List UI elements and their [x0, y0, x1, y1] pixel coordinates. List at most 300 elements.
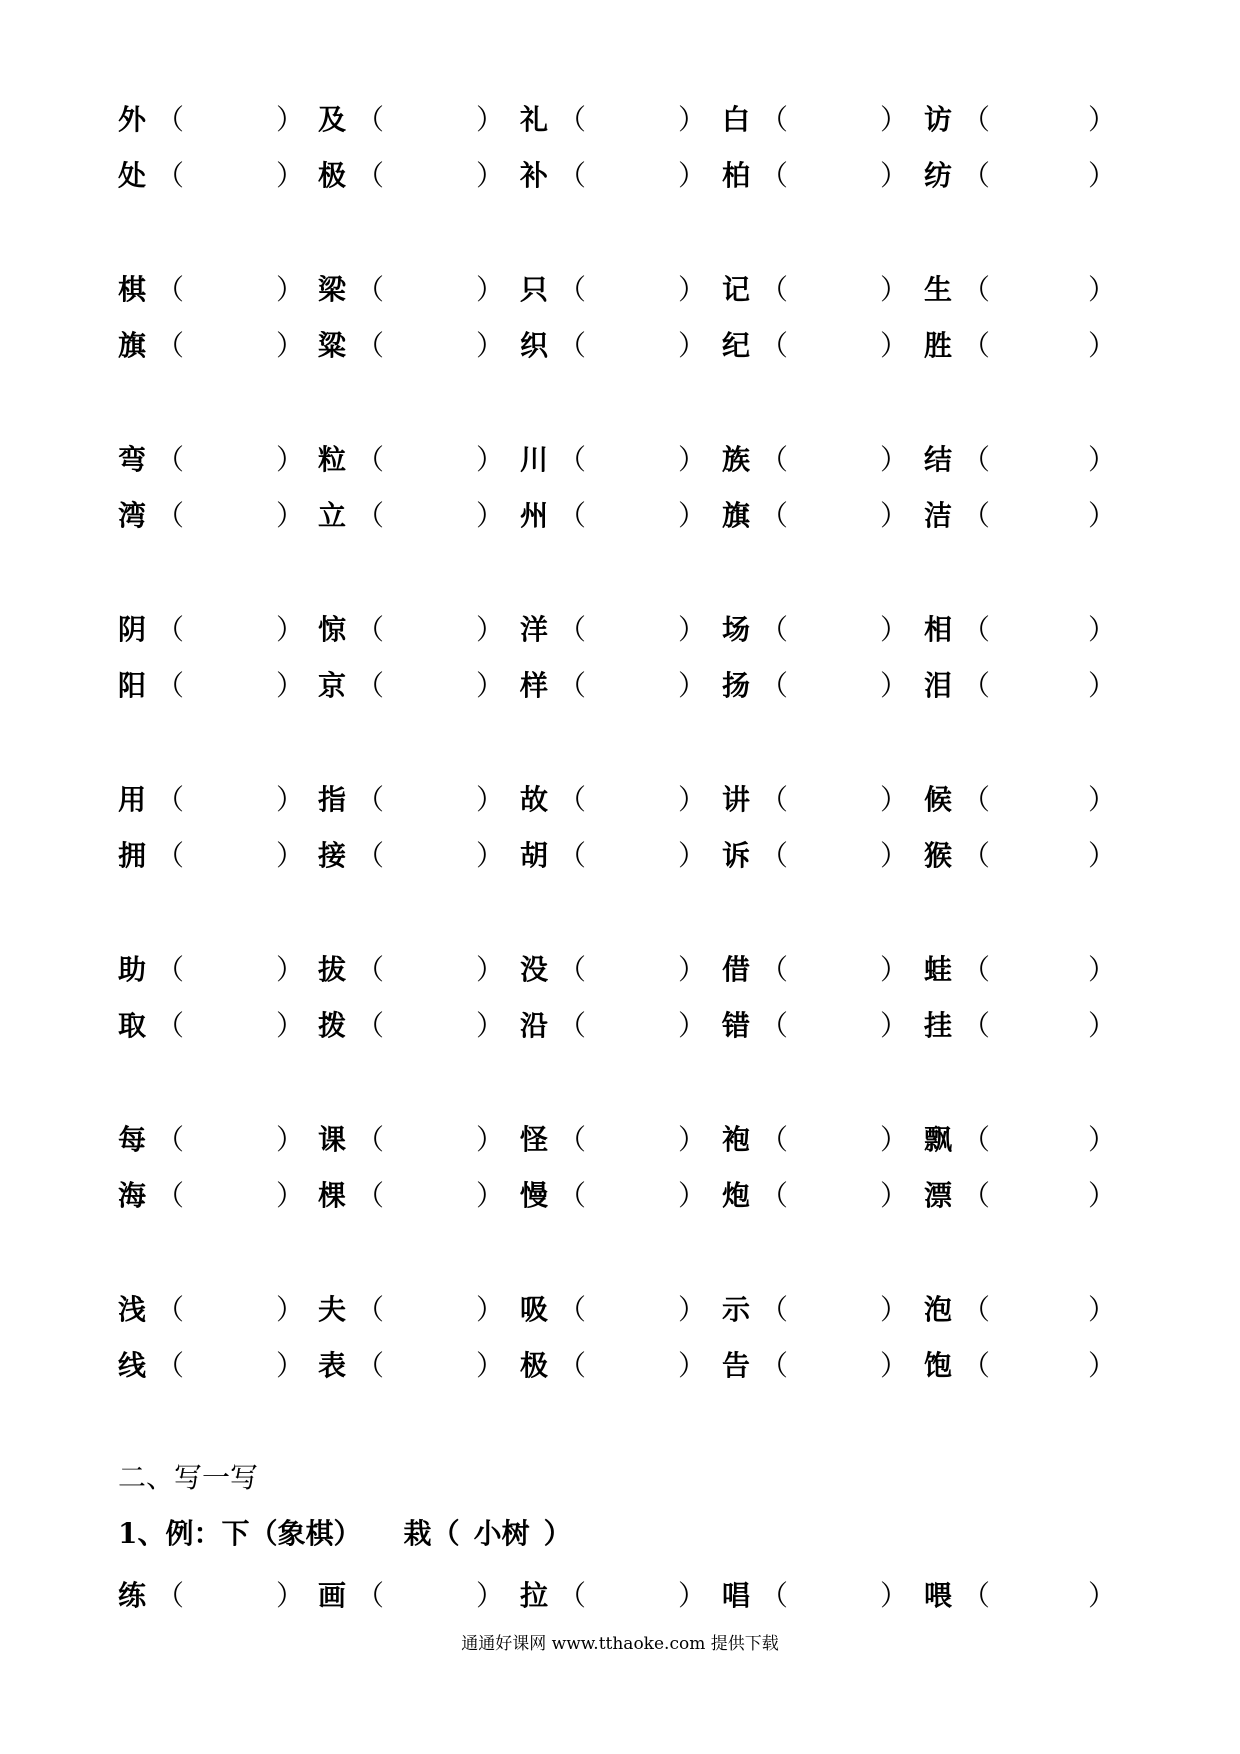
answer-paren-open: （	[760, 613, 789, 646]
example-answer-1: 象棋	[277, 1517, 334, 1550]
answer-paren-close: ）	[476, 273, 505, 306]
answer-paren-close: ）	[880, 329, 909, 362]
word-cell	[520, 1338, 586, 1394]
answer-paren-close: ）	[276, 1123, 305, 1156]
answer-paren-close: ）	[1088, 839, 1117, 872]
word-group	[0, 1112, 1240, 1282]
character: 扬	[722, 669, 751, 702]
answer-paren-open: （	[558, 613, 587, 646]
answer-paren-open: （	[156, 669, 185, 702]
answer-paren-open: （	[558, 783, 587, 816]
character: 拉	[520, 1579, 549, 1612]
character: 川	[520, 443, 549, 476]
answer-paren-open: （	[156, 783, 185, 816]
character: 生	[924, 273, 953, 306]
character: 怪	[520, 1123, 549, 1156]
answer-paren-close: ）	[880, 159, 909, 192]
answer-paren-close: ）	[476, 1179, 505, 1212]
answer-paren-close: ）	[1088, 669, 1117, 702]
answer-paren-close: ）	[476, 669, 505, 702]
word-cell	[118, 828, 184, 884]
word-cell	[520, 998, 586, 1054]
character: 立	[318, 499, 347, 532]
word-group	[0, 92, 1240, 262]
answer-paren-open: （	[760, 669, 789, 702]
character: 指	[318, 783, 347, 816]
word-cell	[520, 262, 586, 318]
character: 州	[520, 499, 549, 532]
answer-paren-open: （	[558, 329, 587, 362]
character: 结	[924, 443, 953, 476]
answer-paren-close: ）	[678, 1349, 707, 1382]
answer-paren-close: ）	[476, 1123, 505, 1156]
answer-paren-open: （	[760, 1579, 789, 1612]
character: 用	[118, 783, 147, 816]
word-cell	[924, 602, 990, 658]
character: 浅	[118, 1293, 147, 1326]
word-cell	[520, 658, 586, 714]
answer-paren-close: ）	[880, 1009, 909, 1042]
character: 挂	[924, 1009, 953, 1042]
character: 袍	[722, 1123, 751, 1156]
word-group	[0, 602, 1240, 772]
character: 及	[318, 103, 347, 136]
word-cell	[318, 432, 384, 488]
answer-paren-close: ）	[476, 1009, 505, 1042]
answer-paren-open: （	[558, 443, 587, 476]
word-row	[0, 1168, 1240, 1224]
answer-paren-close: ）	[1088, 329, 1117, 362]
character: 取	[118, 1009, 147, 1042]
answer-paren-close: ）	[476, 1293, 505, 1326]
answer-paren-open: （	[356, 273, 385, 306]
word-cell	[118, 658, 184, 714]
answer-paren-open: （	[962, 613, 991, 646]
answer-paren-open: （	[558, 953, 587, 986]
answer-paren-close: ）	[880, 613, 909, 646]
word-cell	[318, 772, 384, 828]
answer-paren-open: （	[356, 1123, 385, 1156]
answer-paren-close: ）	[880, 669, 909, 702]
word-cell	[924, 432, 990, 488]
answer-paren-close: ）	[880, 1349, 909, 1382]
character: 粒	[318, 443, 347, 476]
character: 纪	[722, 329, 751, 362]
answer-paren-close: ）	[880, 103, 909, 136]
answer-paren-close: ）	[1088, 613, 1117, 646]
character: 旗	[722, 499, 751, 532]
answer-paren-open: （	[558, 1179, 587, 1212]
answer-paren-open: （	[156, 839, 185, 872]
word-row	[0, 1112, 1240, 1168]
word-cell	[924, 1112, 990, 1168]
answer-paren-open: （	[156, 1349, 185, 1382]
answer-paren-close: ）	[678, 1123, 707, 1156]
answer-paren-open: （	[156, 443, 185, 476]
character: 夫	[318, 1293, 347, 1326]
character: 示	[722, 1293, 751, 1326]
word-cell	[722, 1168, 788, 1224]
example-line	[118, 1512, 572, 1556]
answer-paren-close: ）	[476, 103, 505, 136]
answer-paren-close: ）	[276, 839, 305, 872]
footer-text: 通通好课网 www.tthaoke.com 提供下载	[461, 1634, 779, 1654]
answer-paren-open: （	[558, 1349, 587, 1382]
answer-paren-close: ）	[678, 1579, 707, 1612]
answer-paren-close: ）	[476, 329, 505, 362]
answer-paren-open: （	[760, 783, 789, 816]
answer-paren-open: （	[558, 159, 587, 192]
answer-paren-close: ）	[476, 613, 505, 646]
answer-paren-close: ）	[880, 783, 909, 816]
word-cell	[520, 1568, 586, 1624]
word-cell	[722, 772, 788, 828]
answer-paren-open: （	[962, 499, 991, 532]
word-row	[0, 1282, 1240, 1338]
word-cell	[118, 318, 184, 374]
answer-paren-close: ）	[276, 443, 305, 476]
answer-paren-close: ）	[880, 273, 909, 306]
word-cell	[520, 148, 586, 204]
word-cell	[318, 828, 384, 884]
word-cell	[924, 262, 990, 318]
answer-paren-close: ）	[678, 499, 707, 532]
exercise-word-row	[0, 1568, 1240, 1624]
word-cell	[722, 942, 788, 998]
answer-paren-open: （	[156, 1009, 185, 1042]
answer-paren-close: ）	[1088, 273, 1117, 306]
word-cell	[722, 488, 788, 544]
character: 拥	[118, 839, 147, 872]
word-cell	[118, 1112, 184, 1168]
word-cell	[318, 148, 384, 204]
word-cell	[118, 1282, 184, 1338]
answer-paren-close: ）	[678, 443, 707, 476]
answer-paren-open: （	[356, 159, 385, 192]
answer-paren-open: （	[356, 1579, 385, 1612]
answer-paren-open: （	[356, 443, 385, 476]
answer-paren-open: （	[760, 1293, 789, 1326]
character: 纺	[924, 159, 953, 192]
word-row	[0, 602, 1240, 658]
word-groups	[0, 92, 1240, 1452]
answer-paren-open: （	[156, 1293, 185, 1326]
character: 湾	[118, 499, 147, 532]
character: 喂	[924, 1579, 953, 1612]
answer-paren-open: （	[558, 273, 587, 306]
character: 访	[924, 103, 953, 136]
word-cell	[318, 92, 384, 148]
word-cell	[722, 148, 788, 204]
word-cell	[318, 1568, 384, 1624]
word-cell	[318, 658, 384, 714]
answer-paren-close: ）	[1088, 783, 1117, 816]
answer-paren-open: （	[558, 103, 587, 136]
answer-paren-close: ）	[678, 1293, 707, 1326]
character: 相	[924, 613, 953, 646]
word-cell	[118, 1168, 184, 1224]
character: 接	[318, 839, 347, 872]
answer-paren-open: （	[962, 1349, 991, 1382]
word-row	[0, 318, 1240, 374]
character: 故	[520, 783, 549, 816]
character: 记	[722, 273, 751, 306]
answer-paren-close: ）	[1088, 1349, 1117, 1382]
character: 候	[924, 783, 953, 816]
answer-paren-close: ）	[276, 1579, 305, 1612]
word-group	[0, 942, 1240, 1112]
word-cell	[520, 318, 586, 374]
character: 拨	[318, 1009, 347, 1042]
word-cell	[318, 602, 384, 658]
answer-paren-close: ）	[678, 1179, 707, 1212]
word-cell	[318, 942, 384, 998]
answer-paren-close: ）	[276, 273, 305, 306]
word-cell	[520, 432, 586, 488]
answer-paren-open: （	[356, 1179, 385, 1212]
character: 胡	[520, 839, 549, 872]
answer-paren-open: （	[356, 1293, 385, 1326]
word-cell	[520, 1282, 586, 1338]
word-cell	[924, 148, 990, 204]
character: 样	[520, 669, 549, 702]
character: 极	[520, 1349, 549, 1382]
character: 柏	[722, 159, 751, 192]
answer-paren-close: ）	[276, 499, 305, 532]
answer-paren-open: （	[962, 103, 991, 136]
answer-paren-open: （	[558, 839, 587, 872]
word-group	[0, 772, 1240, 942]
word-cell	[722, 658, 788, 714]
answer-paren-close: ）	[276, 783, 305, 816]
character: 泪	[924, 669, 953, 702]
answer-paren-close: ）	[476, 1349, 505, 1382]
word-cell	[924, 1282, 990, 1338]
answer-paren-close: ）	[880, 443, 909, 476]
character: 漂	[924, 1179, 953, 1212]
word-cell	[722, 432, 788, 488]
exercise-row	[0, 1568, 1240, 1624]
answer-paren-open: （	[760, 839, 789, 872]
word-row	[0, 1338, 1240, 1394]
answer-paren-close: ）	[678, 103, 707, 136]
word-cell	[924, 1168, 990, 1224]
word-cell	[318, 1338, 384, 1394]
character: 飘	[924, 1123, 953, 1156]
word-row	[0, 998, 1240, 1054]
character: 粱	[318, 329, 347, 362]
answer-paren-close: ）	[276, 1179, 305, 1212]
answer-paren-close: ）	[276, 613, 305, 646]
word-cell	[924, 92, 990, 148]
answer-paren-open: （	[356, 103, 385, 136]
character: 惊	[318, 613, 347, 646]
word-cell	[924, 828, 990, 884]
character: 场	[722, 613, 751, 646]
answer-paren-open: （	[356, 669, 385, 702]
answer-paren-open: （	[156, 329, 185, 362]
answer-paren-open: （	[356, 839, 385, 872]
word-row	[0, 658, 1240, 714]
word-cell	[722, 318, 788, 374]
word-cell	[318, 488, 384, 544]
word-cell	[118, 602, 184, 658]
word-cell	[118, 772, 184, 828]
answer-paren-open: （	[356, 1349, 385, 1382]
answer-paren-open: （	[760, 273, 789, 306]
character: 吸	[520, 1293, 549, 1326]
answer-paren-close: ）	[1088, 1009, 1117, 1042]
character: 族	[722, 443, 751, 476]
character: 棵	[318, 1179, 347, 1212]
answer-paren-open: （	[760, 329, 789, 362]
character: 借	[722, 953, 751, 986]
character: 线	[118, 1349, 147, 1382]
word-cell	[924, 942, 990, 998]
example-prefix: 1、例：	[118, 1517, 222, 1550]
answer-paren-close: ）	[880, 1579, 909, 1612]
answer-paren-open: （	[156, 1179, 185, 1212]
word-row	[0, 488, 1240, 544]
answer-paren-open: （	[962, 1123, 991, 1156]
answer-paren-close: ）	[678, 669, 707, 702]
character: 胜	[924, 329, 953, 362]
answer-paren-close: ）	[276, 953, 305, 986]
character: 猴	[924, 839, 953, 872]
answer-paren-close: ）	[476, 783, 505, 816]
answer-paren-open: （	[156, 159, 185, 192]
character: 每	[118, 1123, 147, 1156]
answer-paren-close: ）	[880, 1293, 909, 1326]
word-cell	[118, 148, 184, 204]
character: 梁	[318, 273, 347, 306]
answer-paren-close: ）	[678, 1009, 707, 1042]
example-answer-2: 小树	[473, 1517, 530, 1550]
character: 洁	[924, 499, 953, 532]
answer-paren-close: ）	[678, 613, 707, 646]
answer-paren-close: ）	[476, 499, 505, 532]
answer-paren-close: ）	[1088, 443, 1117, 476]
answer-paren-open: （	[962, 953, 991, 986]
answer-paren-close: ）	[1088, 953, 1117, 986]
character: 拔	[318, 953, 347, 986]
answer-paren-open: （	[760, 1123, 789, 1156]
answer-paren-open: （	[962, 669, 991, 702]
word-cell	[318, 262, 384, 318]
word-cell	[722, 1338, 788, 1394]
word-row	[0, 828, 1240, 884]
answer-paren-close: ）	[1088, 1579, 1117, 1612]
word-cell	[318, 1168, 384, 1224]
word-cell	[118, 998, 184, 1054]
word-cell	[520, 828, 586, 884]
answer-paren-close: ）	[276, 1349, 305, 1382]
answer-paren-close: ）	[678, 953, 707, 986]
answer-paren-close: ）	[1088, 1123, 1117, 1156]
word-cell	[318, 1282, 384, 1338]
example-word-1: 下	[221, 1517, 250, 1550]
answer-paren-close: ）	[1088, 1179, 1117, 1212]
word-cell	[722, 1112, 788, 1168]
answer-paren-open: （	[962, 1009, 991, 1042]
answer-paren-open: （	[156, 103, 185, 136]
word-cell	[318, 318, 384, 374]
character: 沿	[520, 1009, 549, 1042]
character: 外	[118, 103, 147, 136]
character: 海	[118, 1179, 147, 1212]
answer-paren-open: （	[356, 329, 385, 362]
answer-paren-close: ）	[1088, 1293, 1117, 1326]
answer-paren-open: （	[962, 839, 991, 872]
word-cell	[722, 1282, 788, 1338]
character: 只	[520, 273, 549, 306]
answer-paren-close: ）	[1088, 103, 1117, 136]
character: 礼	[520, 103, 549, 136]
answer-paren-close: ）	[880, 1179, 909, 1212]
answer-paren-open: （	[962, 783, 991, 816]
answer-paren-open: （	[356, 783, 385, 816]
word-row	[0, 148, 1240, 204]
word-cell	[520, 772, 586, 828]
answer-paren-close: ）	[880, 1123, 909, 1156]
answer-paren-close: ）	[476, 953, 505, 986]
character: 泡	[924, 1293, 953, 1326]
answer-paren-open: （	[760, 159, 789, 192]
word-cell	[924, 318, 990, 374]
answer-paren-open: （	[760, 103, 789, 136]
answer-paren-close: ）	[678, 159, 707, 192]
character: 饱	[924, 1349, 953, 1382]
answer-paren-open: （	[558, 1293, 587, 1326]
answer-paren-open: （	[156, 953, 185, 986]
answer-paren-open: （	[962, 159, 991, 192]
answer-paren-close: ）	[678, 273, 707, 306]
answer-paren-open: （	[962, 1579, 991, 1612]
character: 没	[520, 953, 549, 986]
answer-paren-close: ）	[276, 159, 305, 192]
word-row	[0, 942, 1240, 998]
answer-paren-open: （	[558, 1009, 587, 1042]
word-cell	[722, 602, 788, 658]
answer-paren-close: ）	[476, 159, 505, 192]
answer-paren-open: （	[558, 669, 587, 702]
answer-paren-close: ）	[678, 329, 707, 362]
character: 告	[722, 1349, 751, 1382]
character: 表	[318, 1349, 347, 1382]
character: 阴	[118, 613, 147, 646]
answer-paren-open: （	[356, 613, 385, 646]
character: 织	[520, 329, 549, 362]
word-group	[0, 432, 1240, 602]
answer-paren-close: ）	[880, 953, 909, 986]
example-word-2: 栽	[403, 1517, 432, 1550]
answer-paren-open: （	[156, 1579, 185, 1612]
character: 棋	[118, 273, 147, 306]
word-group	[0, 1282, 1240, 1452]
answer-paren-open: （	[356, 1009, 385, 1042]
answer-paren-close: ）	[276, 329, 305, 362]
answer-paren-close: ）	[276, 1009, 305, 1042]
word-cell	[924, 998, 990, 1054]
character: 蛙	[924, 953, 953, 986]
character: 阳	[118, 669, 147, 702]
word-cell	[118, 942, 184, 998]
answer-paren-close: ）	[678, 839, 707, 872]
character: 慢	[520, 1179, 549, 1212]
word-row	[0, 432, 1240, 488]
character: 弯	[118, 443, 147, 476]
example-paren-open-2: （	[431, 1517, 460, 1550]
